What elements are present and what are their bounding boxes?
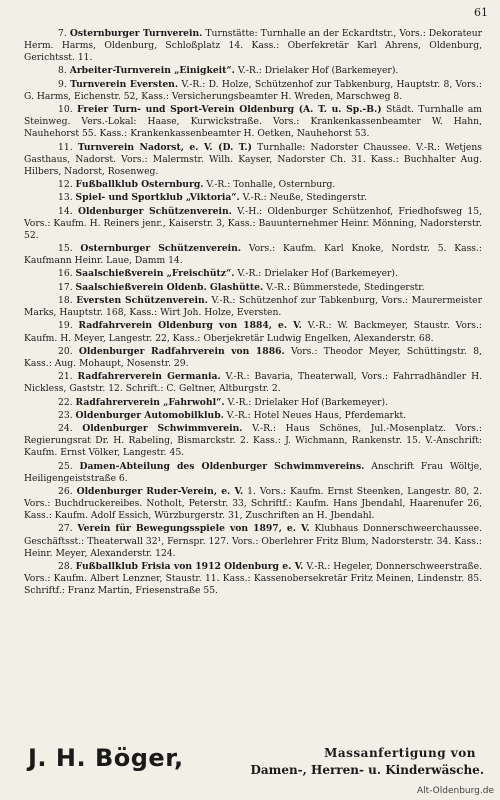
club-entry (24, 65, 482, 77)
entry-number: 12. (58, 179, 73, 191)
club-entry (24, 410, 482, 422)
club-details: Anschrift Frau Wöltje, Heiligengeiststraße 6. (24, 460, 483, 484)
club-entry (24, 206, 482, 242)
club-name: Freier Turn- und Sport-Verein Oldenburg (A. T. u. Sp.-B.) (77, 104, 382, 116)
club-details: V.-R.: Drielaker Hof (Barkemeyer). (237, 268, 398, 280)
club-entry (24, 371, 482, 395)
club-name: Radfahrverein Oldenburg von 1884, e. V. (78, 320, 302, 332)
club-name: Oldenburger Automobilklub. (75, 409, 224, 421)
watermark: Alt-Oldenburg.de (416, 786, 494, 796)
advertisement (28, 738, 484, 782)
club-details: V.-R.: Bümmerstede, Stedingerstr. (266, 281, 425, 293)
club-name: Saalschießverein Oldenb. Glashütte. (75, 281, 264, 293)
club-entry (24, 282, 482, 294)
club-entry (24, 486, 482, 522)
club-details: Turnstätte: Turnhalle an der Eckardtstr., Vors.: Dekorateur Herm. Harms, Oldenburg, Schloßplatz 14. Kass.: Oberfekretär Karl Ahrens, Oldenburg, Gerichtsst. 11. (24, 28, 483, 64)
club-name: Turnverein Nadorst, e. V. (D. T.) (77, 141, 252, 153)
club-details: 1. Vors.: Kaufm. Ernst Steenken, Langestr. 80, 2. Vors.: Buchdruckereibes. Notholt, Peterstr. 33, Schriftf.: Kaufm. Hans Jbendahl, Haarenufer 26, Kass.: Kaufm. Adolf Essich, Würzburgerstr. 31, Zuschriften an H. Jbendahl. (24, 485, 483, 522)
page-number: 61 (474, 6, 488, 19)
club-details: V.-R.: D. Holze, Schützenhof zur Tabkenburg, Hauptstr. 8, Vors.: G. Harms, Eichenstr. 52, Kass.: Versicherungsbeamter H. Wreden, Marschweg 8. (24, 78, 483, 102)
entry-number: 11. (58, 141, 73, 153)
club-details: Klubhaus Donnerschweerchaussee. Geschäftsst.: Theaterwall 32¹, Fernspr. 127. Vors.: Oberlehrer Fritz Blum, Nadorsterstr. 34. Kass.: Heinr. Meyer, Alexanderstr. 124. (24, 523, 483, 559)
entry-number: 9. (58, 78, 67, 90)
club-name: Oldenburger Schwimmverein. (82, 423, 243, 435)
entry-number: 23. (58, 409, 73, 421)
club-entry (24, 142, 482, 178)
entry-number: 15. (58, 243, 73, 255)
club-entry (24, 104, 482, 140)
club-entry (24, 28, 482, 64)
entry-number: 16. (58, 268, 73, 280)
club-details: Städt. Turnhalle am Steinweg. Vers.-Lokal: Haase, Kurwickstraße. Vors.: Krankenkassenbeamter W. Hahn, Nauhehorst 55. Kass.: Krankenkassenbeamter H. Oetken, Nauhehorst 53. (24, 104, 483, 140)
club-entry (24, 561, 482, 597)
club-details: Vors.: Kaufm. Karl Knoke, Nordstr. 5. Kass.: Kaufmann Heinr. Laue, Damm 14. (24, 243, 483, 267)
entry-number: 25. (58, 460, 73, 472)
entry-number: 19. (58, 320, 73, 332)
club-entry (24, 397, 482, 409)
club-details: V.-R.: Neuße, Stedingerstr. (242, 192, 367, 204)
club-name: Radfahrerverein „Fahrwohl“. (75, 396, 225, 408)
club-entry (24, 192, 482, 204)
club-entry (24, 179, 482, 191)
club-details: V.-R.: Haus Schönes, Jul.-Mosenplatz. Vors.: Regierungsrat Dr. H. Rabeling, Bismarckstr. 2. Kass.: J. Wichmann, Rankenstr. 15. V.-Anschrift: Kaufm. Ernst Völker, Langestr. 45. (24, 423, 483, 459)
club-entry (24, 346, 482, 370)
entry-number: 14. (58, 205, 73, 217)
club-details: V.-R.: Drielaker Hof (Barkemeyer). (237, 65, 399, 77)
club-name: Oldenburger Ruder-Verein, e. V. (76, 485, 244, 497)
club-entry (24, 243, 482, 267)
entry-number: 17. (58, 281, 73, 293)
entry-number: 10. (58, 104, 73, 116)
entry-number: 26. (58, 485, 73, 497)
club-details: V.-R.: W. Backmeyer, Staustr. Vors.: Kaufm. H. Meyer, Langestr. 22, Kass.: Oberjekretär Ludwig Engelken, Alexanderstr. 68. (24, 320, 483, 344)
club-entry (24, 268, 482, 280)
club-name: Spiel- und Sportklub „Viktoria“. (75, 192, 240, 204)
club-entry (24, 523, 482, 559)
club-name: Turnverein Eversten. (70, 78, 179, 90)
club-entry (24, 320, 482, 344)
ad-products: Damen-, Herren- u. Kinderwäsche. (250, 763, 484, 777)
entry-number: 18. (58, 295, 73, 307)
club-entry (24, 423, 482, 459)
entry-number: 22. (58, 396, 73, 408)
club-name: Osternburger Turnverein. (69, 28, 203, 39)
club-details: V.-R.: Drielaker Hof (Barkemeyer). (227, 396, 389, 408)
club-details: V.-R.: Hotel Neues Haus, Pferdemarkt. (226, 409, 407, 421)
entry-number: 20. (58, 345, 73, 357)
entry-number: 27. (58, 523, 73, 535)
club-name: Oldenburger Radfahrverein von 1886. (78, 345, 285, 357)
ad-company-name: J. H. Böger, (28, 744, 184, 772)
entry-number: 28. (58, 560, 73, 572)
club-name: Oldenburger Schützenverein. (77, 205, 232, 217)
club-name: Osternburger Schützenverein. (80, 243, 242, 255)
club-name: Verein für Bewegungsspiele von 1897, e. V. (77, 523, 310, 535)
club-entry (24, 79, 482, 103)
entry-number: 7. (58, 28, 67, 39)
club-details: V.-R.: Tonhalle, Osternburg. (206, 179, 336, 191)
club-entry (24, 461, 482, 485)
entry-list (24, 28, 482, 598)
club-details: V.-R.: Schützenhof zur Tabkenburg, Vors.: Maurermeister Marks, Hauptstr. 168, Kass.: Wirt Joh. Holze, Eversten. (24, 295, 483, 319)
entry-number: 13. (58, 192, 73, 204)
club-entry (24, 295, 482, 319)
ad-tagline: Massanfertigung von (324, 746, 476, 760)
club-name: Arbeiter-Turnverein „Einigkeit“. (69, 65, 235, 77)
club-details: V.-R.: Hegeler, Donnerschweerstraße. Vors.: Kaufm. Albert Lenzner, Staustr. 11. Kass.: Kassenobersekretär Fritz Meinen, Lindenstr. 85. Schriftf.: Franz Martin, Friesenstraße 55. (24, 560, 482, 597)
club-details: V.-R.: Bavaria, Theaterwall, Vors.: Fahrradhändler H. Nickless, Gaststr. 12. Schrift.: C. Geltner, Altburgstr. 2. (24, 371, 483, 395)
club-details: Turnhalle: Nadorster Chaussee. V.-R.: Wetjens Gasthaus, Nadorst. Vors.: Malermstr. Wilh. Kayser, Nadorster Ch. 31. Kass.: Buchhalter Aug. Hilbers, Nadorst, Rosenweg. (24, 141, 482, 177)
club-name: Eversten Schützenverein. (76, 295, 208, 307)
club-name: Radfahrerverein Germania. (77, 371, 221, 383)
entry-number: 21. (58, 371, 73, 383)
club-name: Saalschießverein „Freischütz“. (75, 268, 235, 280)
club-details: Vors.: Theodor Meyer, Schüttingstr. 8, Kass.: Aug. Mohaupt, Nosenstr. 29. (24, 345, 482, 369)
entry-number: 24. (58, 423, 73, 435)
club-name: Damen-Abteilung des Oldenburger Schwimmvereins. (79, 460, 365, 472)
club-name: Fußballklub Frisia von 1912 Oldenburg e. V. (75, 560, 304, 572)
club-name: Fußballklub Osternburg. (75, 179, 204, 191)
club-details: V.-H.: Oldenburger Schützenhof, Friedhofsweg 15, Vors.: Kaufm. H. Reiners jenr., Kaiserstr. 3, Kass.: Bauunternehmer Heinr. Mönning, Nadorsterstr. 52. (24, 205, 483, 241)
entry-number: 8. (58, 65, 67, 77)
